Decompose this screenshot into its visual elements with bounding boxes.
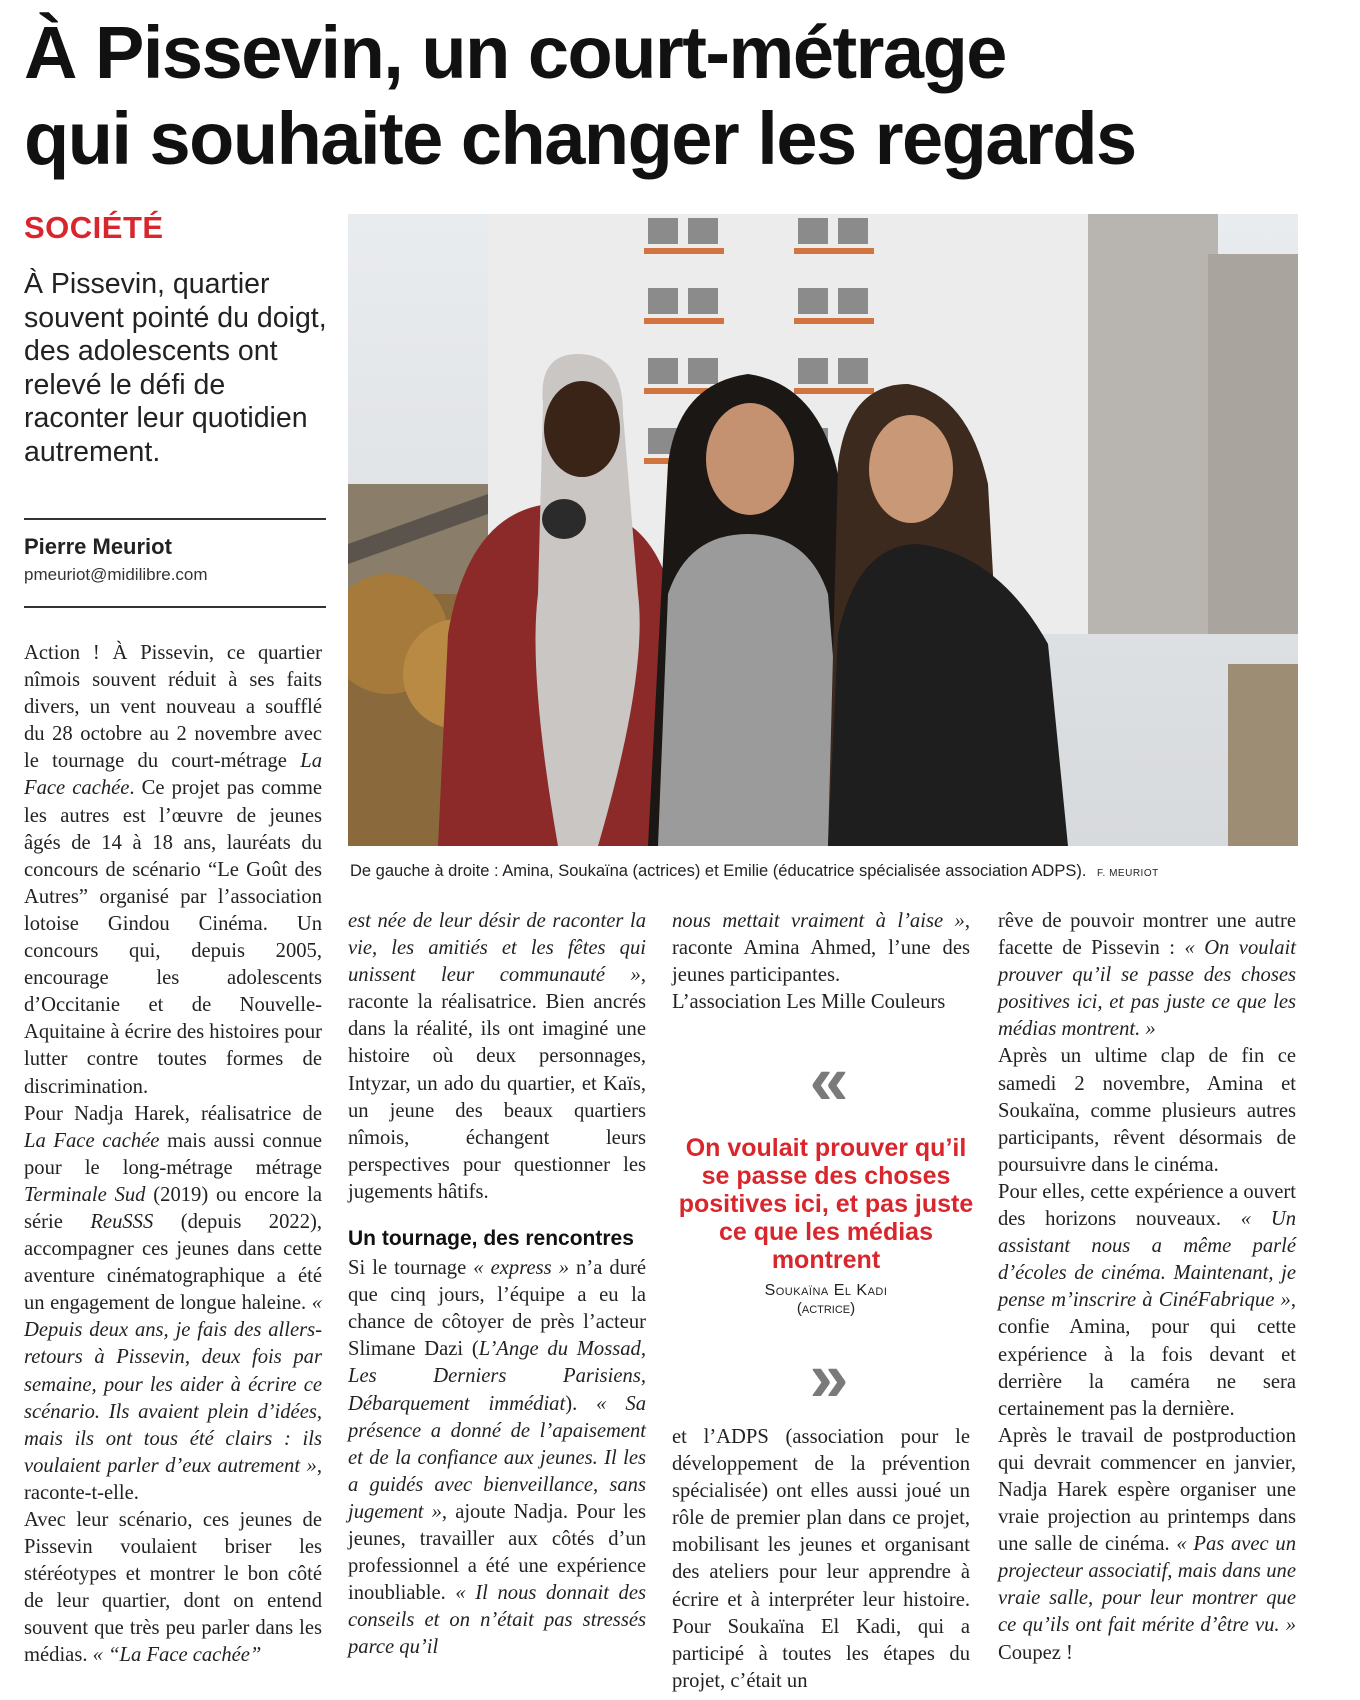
quote: « Un assistant nous a même parlé d’écoles de cinéma. Maintenant, je pense m’inscrire à CinéFabrique » [998, 1208, 1296, 1312]
paragraph [998, 1423, 1296, 1667]
text-run: rêve de pouvoir montrer une autre facette de Pissevin : [998, 910, 1296, 960]
quote: « Il nous donnait des conseils et on n’était pas stressés parce qu’il [348, 1582, 646, 1659]
text-run: Pour Nadja Harek, réalisatrice de [24, 1102, 322, 1125]
article-column-3-bottom [672, 1424, 970, 1695]
paragraph [348, 908, 646, 1206]
text-run: (depuis 2022), accompagner ces jeunes dans cette aventure cinématographique a été un engagement de longue haleine. [24, 1210, 322, 1315]
text-run: Après le travail de postproduction qui devrait commencer en janvier, Nadja Harek espère organiser une vraie projection au printemps dans une salle de cinéma. [998, 1424, 1296, 1556]
close-quote-mark: » [809, 1338, 843, 1416]
headline-line-2: qui souhaite changer les regards [24, 97, 1136, 180]
paragraph [24, 1507, 322, 1670]
paragraph [348, 1255, 646, 1661]
pull-quote [676, 1041, 976, 1416]
article-headline [24, 10, 1344, 182]
paragraph [998, 1179, 1296, 1423]
paragraph [672, 908, 970, 989]
text-run: Avec leur scénario, ces jeunes de Pissevin voulaient briser les stéréotypes et montrer le bon côté de leur quartier, dont on entend souvent que très peu parler dans les médias. [24, 1509, 322, 1667]
quote: « “La Face cachée” [92, 1644, 262, 1667]
text-run: n’a duré que cinq jours, l’équipe a eu la chance de côtoyer de près l’acteur Slimane Dazi ( [348, 1257, 647, 1361]
text-run: . Ce projet pas comme les autres est l’œuvre de jeunes âgés de 14 à 18 ans, lauréats du concours de scénario “Le Goût des Autres” organisé par l’association lotoise Gindou Cinéma. Un concours qui, depuis 2005, encourage les adolescents d’Occitanie et de Nouvelle-Aquitaine à écrire des histoires pour lutter contre toutes formes de discrimination. [24, 777, 322, 1098]
paragraph [24, 1101, 322, 1507]
pull-quote-role: (actrice) [796, 1300, 856, 1317]
article-photo [348, 214, 1298, 846]
text-run: , raconte-t-elle. [24, 1454, 322, 1504]
headline-line-1: À Pissevin, un court-métrage [24, 11, 1006, 94]
article-standfirst: À Pissevin, quartier souvent pointé du doigt, des adolescents ont relevé le défi de raconter leur quotidien autrement. [24, 268, 327, 468]
quote: est née de leur désir de raconter la vie, les amitiés et les fêtes qui unissent leur communauté » [348, 910, 646, 987]
article-column-3-top [672, 908, 970, 1016]
quote: « Depuis deux ans, je fais des allers-retours à Pissevin, deux fois par semaine, pour les aider à écrire ce scénario. Ils avaient plein d’idées, mais ils ont tous été clairs : ils voulaient parler d’eux autrement » [24, 1292, 322, 1477]
film-title: La Face cachée [24, 750, 322, 800]
text-run: , raconte Amina Ahmed, l’une des jeunes participantes. [672, 910, 970, 987]
author-email: pmeuriot@midilibre.com [24, 565, 208, 584]
text-run: (2019) ou encore la série [24, 1183, 322, 1233]
text-run: Coupez ! [998, 1641, 1073, 1664]
caption-text: De gauche à droite : Amina, Soukaïna (actrices) et Emilie (éducatrice spécialisée association ADPS). [350, 862, 1087, 880]
paragraph: L’association Les Mille Couleurs [672, 991, 946, 1014]
divider-top [24, 518, 326, 520]
series-title: ReuSSS [90, 1210, 154, 1233]
subheading: Un tournage, des rencontres [348, 1227, 634, 1251]
text-run: , ajoute Nadja. Pour les jeunes, travailler aux côtés d’un professionnel a été une expérience inoubliable. [348, 1500, 646, 1605]
photo-caption [350, 862, 1300, 881]
divider-bottom [24, 606, 326, 608]
pull-quote-text: On voulait prouver qu’il se passe des choses positives ici, et pas juste ce que les médias montrent [678, 1134, 974, 1274]
quote: nous mettait vraiment à l’aise » [672, 910, 965, 932]
film-titles: L’Ange du Mossad, Les Derniers Parisiens, Débarquement immédiat [348, 1338, 646, 1415]
paragraph: et l’ADPS (association pour le développement de la prévention spécialisée) ont elles aussi joué un rôle de premier plan dans ce projet, mobilisant les jeunes et organisant des ateliers pour leur apprendre à écrire et à interpréter leur histoire. Pour Soukaïna El Kadi, qui a participé à toutes les étapes du projet, c’était un [672, 1426, 970, 1692]
article-column-2 [348, 908, 646, 1661]
photo-three-women [348, 214, 1298, 846]
quote: « Pas avec un projecteur associatif, mais dans une vraie salle, pour leur montrer que ce qu’ils ont fait mérite d’être vu. » [998, 1533, 1296, 1637]
text-run: mais aussi connue pour le long-métrage métrage [24, 1129, 322, 1179]
film-title: Terminale Sud [24, 1183, 146, 1206]
pull-quote-author: Soukaïna El Kadi [764, 1282, 888, 1299]
open-quote-mark: « [809, 1041, 843, 1119]
paragraph [998, 908, 1296, 1043]
quote: « express » [473, 1257, 569, 1280]
quote: « Sa présence a donné de l’apaisement et de la confiance aux jeunes. Il les a guidés avec bienveillance, sans jugement » [348, 1392, 647, 1523]
text-run: ). [565, 1392, 597, 1415]
text-run: Si le tournage [348, 1257, 474, 1280]
section-rubric: SOCIÉTÉ [24, 210, 164, 245]
paragraph [24, 640, 322, 1101]
text-run: , confie Amina, pour qui cette expérience à la fois devant et derrière la caméra ne sera certainement pas la dernière. [998, 1289, 1296, 1420]
paragraph: Après un ultime clap de fin ce samedi 2 novembre, Amina et Soukaïna, comme plusieurs autres participants, rêvent désormais de poursuivre dans le cinéma. [998, 1045, 1296, 1176]
film-title: La Face cachée [24, 1129, 160, 1152]
article-column-1 [24, 640, 322, 1670]
author-name: Pierre Meuriot [24, 534, 172, 559]
photo-credit: F. MEURIOT [1097, 868, 1159, 879]
text-run: Pour elles, cette expérience a ouvert des horizons nouveaux. [998, 1180, 1296, 1231]
quote: « On voulait prouver qu’il se passe des choses positives ici, et pas juste ce que les médias montrent. » [998, 937, 1296, 1041]
text-run: , raconte la réalisatrice. Bien ancrés dans la réalité, ils ont imaginé une histoire où deux personnages, Intyzar, un ado du quartier, et Kaïs, un jeune des beaux quartiers nîmois, échangent leurs perspectives pour questionner les jugements hâtifs. [348, 964, 646, 1203]
text-run: Action ! À Pissevin, ce quartier nîmois souvent réduit à ses faits divers, un vent nouveau a soufflé du 28 octobre au 2 novembre avec le tournage du court-métrage [24, 642, 322, 773]
article-column-4 [998, 908, 1296, 1667]
